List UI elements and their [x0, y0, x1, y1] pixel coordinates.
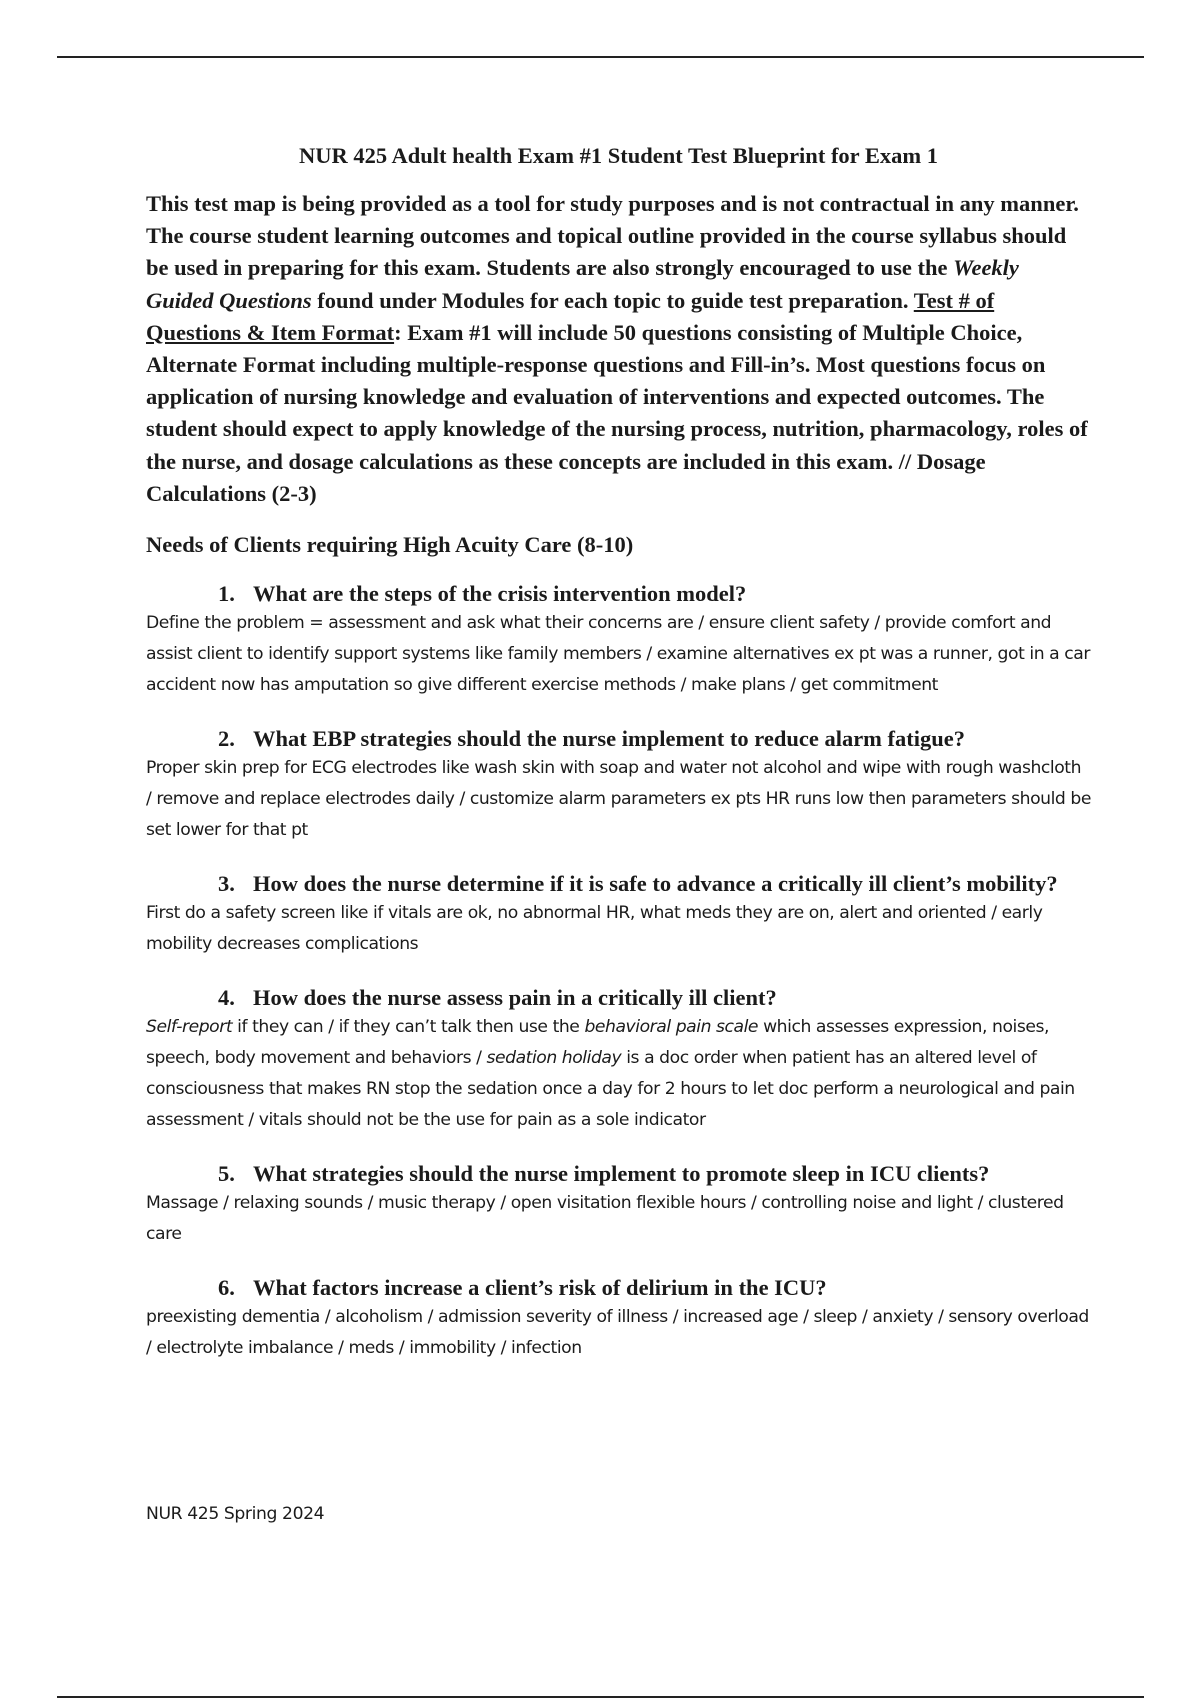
answer-italic-term: Self-report: [146, 1017, 233, 1038]
question-5: [146, 1160, 1091, 1188]
question-number: 5.: [218, 1161, 235, 1187]
page-footer: NUR 425 Spring 2024: [146, 1504, 325, 1524]
header-rule: [57, 56, 1144, 58]
question-number: 3.: [218, 871, 235, 897]
answer-3: First do a safety screen like if vitals are ok, no abnormal HR, what meds they are on, alert and oriented / early mobility decreases complications: [146, 903, 1043, 955]
question-block-2: [146, 725, 1091, 846]
question-block-3: [146, 870, 1091, 960]
document-body: [146, 141, 1091, 1388]
answer-italic-term: sedation holiday: [486, 1048, 622, 1069]
question-2: [146, 725, 1091, 753]
question-number: 4.: [218, 985, 235, 1011]
answer-2: Proper skin prep for ECG electrodes like wash skin with soap and water not alcohol and wipe with rough washcloth / remove and replace electrodes daily / customize alarm parameters ex pts HR runs low then parameters should be set lower for that pt: [146, 758, 1091, 841]
question-text: How does the nurse determine if it is safe to advance a critically ill client’s mobility?: [253, 871, 1058, 897]
question-block-6: [146, 1274, 1091, 1364]
answer-text: is a doc order when patient has an altered level of consciousness that makes RN stop the sedation once a day for 2 hours to let doc perform a neurological and pain assessment / vitals should not be the use for pain as a sole indicator: [146, 1048, 1075, 1131]
answer-4: [146, 1012, 1091, 1136]
answer-1: Define the problem = assessment and ask what their concerns are / ensure client safety / provide comfort and assist client to identify support systems like family members / examine alternatives ex pt was a runner, got in a car accident now has amputation so give different exercise methods / make plans / get commitment: [146, 613, 1090, 696]
footer-rule: [57, 1696, 1144, 1698]
question-number: 1.: [218, 581, 235, 607]
question-text: What strategies should the nurse implement to promote sleep in ICU clients?: [253, 1161, 990, 1187]
question-text: What EBP strategies should the nurse implement to reduce alarm fatigue?: [253, 726, 966, 752]
question-number: 2.: [218, 726, 235, 752]
question-block-4: [146, 984, 1091, 1136]
answer-6: preexisting dementia / alcoholism / admission severity of illness / increased age / sleep / anxiety / sensory overload / electrolyte imbalance / meds / immobility / infection: [146, 1307, 1089, 1359]
intro-paragraph: [146, 188, 1091, 510]
intro-text-2: found under Modules for each topic to guide test preparation.: [311, 287, 914, 313]
question-number: 6.: [218, 1275, 235, 1301]
question-text: What factors increase a client’s risk of delirium in the ICU?: [253, 1275, 827, 1301]
question-block-1: [146, 580, 1091, 701]
answer-text: which assesses expression, noises, speech, body movement and behaviors /: [146, 1017, 1049, 1069]
intro-text-3: : Exam #1 will include 50 questions consisting of Multiple Choice, Alternate Format including multiple-response questions and Fill-in’s. Most questions focus on application of nursing knowledge and evaluation of interventions and expected outcomes. The student should expect to apply knowledge of the nursing process, nutrition, pharmacology, roles of the nurse, and dosage calculations as these concepts are included in this exam. // Dosage Calculations (2-3): [146, 319, 1088, 506]
document-title: NUR 425 Adult health Exam #1 Student Test Blueprint for Exam 1: [298, 143, 939, 168]
section-heading: Needs of Clients requiring High Acuity Care (8-10): [146, 532, 634, 558]
question-block-5: [146, 1160, 1091, 1250]
intro-text-1: This test map is being provided as a tool for study purposes and is not contractual in any manner. The course student learning outcomes and topical outline provided in the course syllabus should be used in preparing for this exam. Students are also strongly encouraged to use the: [146, 191, 1079, 281]
intro-italic-text: Weekly Guided Questions: [146, 255, 1019, 313]
answer-italic-term: behavioral pain scale: [584, 1017, 759, 1038]
question-3: [146, 870, 1091, 898]
answer-5: Massage / relaxing sounds / music therapy / open visitation flexible hours / controlling noise and light / clustered care: [146, 1193, 1064, 1245]
question-1: [146, 580, 1091, 608]
question-6: [146, 1274, 1091, 1302]
answer-text: if they can / if they can’t talk then use the: [232, 1017, 585, 1038]
question-text: What are the steps of the crisis intervention model?: [253, 581, 747, 607]
question-text: How does the nurse assess pain in a critically ill client?: [253, 985, 777, 1011]
intro-underlined-text: Test # of Questions & Item Format: [146, 287, 995, 345]
question-4: [146, 984, 1091, 1012]
